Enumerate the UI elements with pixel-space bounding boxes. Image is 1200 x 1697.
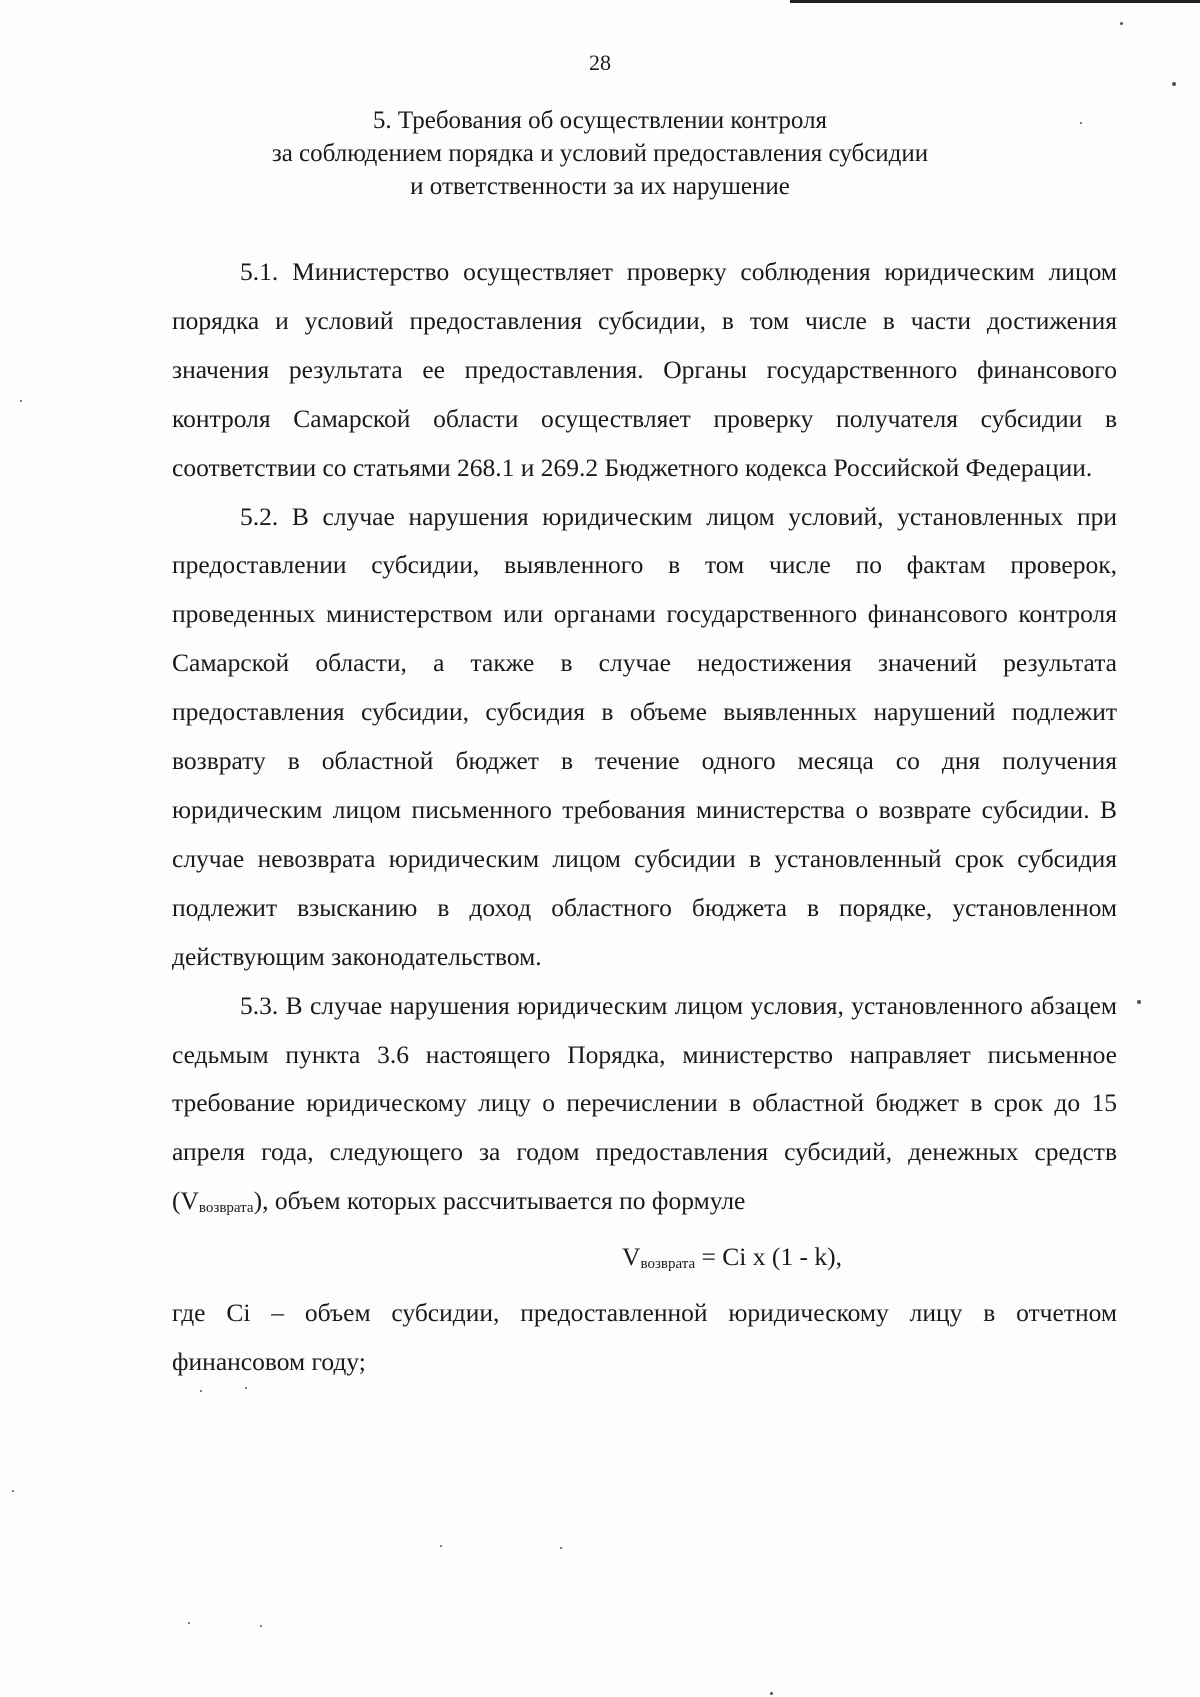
scan-speck [20, 400, 22, 402]
section-heading-line-3: и ответственности за их нарушение [410, 173, 790, 200]
section-heading-line-2: за соблюдением порядка и условий предоставления субсидии [271, 140, 929, 167]
scan-speck [245, 1387, 247, 1389]
formula-rhs: = Ci x (1 - k), [695, 1242, 842, 1272]
formula-v-return [172, 1233, 1117, 1289]
paragraph-5-3 [172, 982, 1117, 1234]
scan-speck [1172, 82, 1176, 86]
paragraph-5-3-text-after: ), объем которых рассчитывается по формуле [253, 1186, 746, 1216]
definition-ci: где Ci – объем субсидии, предоставленной юридическому лицу в отчетном финансовом году; [172, 1298, 1117, 1376]
scan-speck [440, 1545, 442, 1547]
section-heading-line-1: 5. Требования об осуществлении контроля [372, 107, 828, 134]
scan-speck [560, 1547, 562, 1549]
formula-v: V [622, 1242, 641, 1272]
section-heading [0, 104, 1200, 203]
v-subscript: возврата [198, 1200, 254, 1217]
paragraph-5-3-text-before: 5.3. В случае нарушения юридическим лицом условия, установленного абзацем седьмым пункта 3.6 настоящего Порядка, министерство направляет письменное требование юридическому лицу о перечислении в областной бюджет в срок до 15 апреля года, следующего за годом предоставления субсидий, денежных средств (V [172, 990, 1117, 1216]
document-body [172, 248, 1117, 1387]
scan-speck [1137, 1000, 1141, 1004]
scan-speck [200, 1390, 202, 1392]
scan-speck [1120, 22, 1123, 25]
scan-speck [260, 1625, 262, 1627]
scan-speck [770, 1692, 773, 1695]
formula-v-subscript: возврата [640, 1256, 696, 1273]
top-edge-rule [790, 0, 1200, 3]
paragraph-5-1: 5.1. Министерство осуществляет проверку соблюдения юридическим лицом порядка и условий предоставления субсидии, в том числе в части достижения значения результата ее предоставления. Органы государственного финансового контроля Самарской области осуществляет проверку получателя субсидии в соответствии со статьями 268.1 и 269.2 Бюджетного кодекса Российской Федерации. [172, 257, 1117, 482]
page-number: 28 [589, 50, 611, 75]
paragraph-5-2: 5.2. В случае нарушения юридическим лицом условий, установленных при предоставлении субсидии, выявленного в том числе по фактам проверок, проведенных министерством или органами государственного финансового контроля Самарской области, а также в случае недостижения значений результата предоставления субсидии, субсидия в объеме выявленных нарушений подлежит возврату в областной бюджет в течение одного месяца со дня получения юридическим лицом письменного требования министерства о возврате субсидии. В случае невозврата юридическим лицом субсидии в установленный срок субсидия подлежит взысканию в доход областного бюджета в порядке, установленном действующим законодательством. [172, 501, 1117, 971]
scan-speck [188, 1622, 190, 1624]
scan-speck [1080, 122, 1082, 124]
scan-speck [12, 1490, 14, 1492]
